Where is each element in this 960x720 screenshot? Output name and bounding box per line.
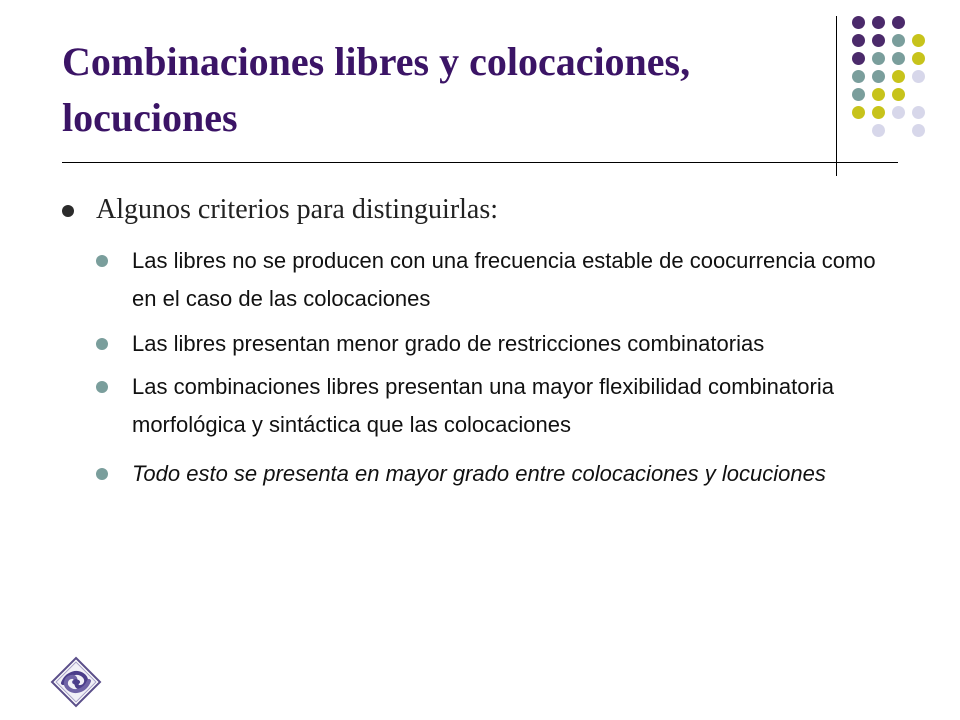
- title-line-2: locuciones: [62, 95, 238, 140]
- title-divider-vertical: [836, 16, 837, 176]
- round-bullet-icon: [62, 205, 74, 217]
- decorative-dot: [852, 52, 865, 65]
- round-bullet-icon: [96, 468, 108, 480]
- decorative-dot: [872, 16, 885, 29]
- sub-bullet-3: [96, 368, 896, 444]
- slide-title: [62, 34, 822, 146]
- sub-bullet-text: Todo esto se presenta en mayor grado entre colocaciones y locuciones: [132, 461, 826, 486]
- main-bullet: [62, 190, 882, 230]
- sub-bullet-4: [96, 455, 896, 493]
- decorative-dot: [892, 88, 905, 101]
- round-bullet-icon: [96, 381, 108, 393]
- decorative-dot: [892, 34, 905, 47]
- decorative-dot: [872, 88, 885, 101]
- round-bullet-icon: [96, 338, 108, 350]
- sub-bullet-text: Las libres presentan menor grado de restricciones combinatorias: [132, 331, 765, 356]
- round-bullet-icon: [96, 255, 108, 267]
- main-bullet-text: Algunos criterios para distinguirlas:: [96, 194, 499, 225]
- decorative-dot: [912, 34, 925, 47]
- decorative-dot: [852, 16, 865, 29]
- decorative-dot: [892, 106, 905, 119]
- sub-bullet-text: Las combinaciones libres presentan una mayor flexibilidad combinatoria morfológica y sintáctica que las colocaciones: [132, 374, 834, 437]
- decorative-dot: [852, 106, 865, 119]
- decorative-dot: [872, 34, 885, 47]
- title-divider-horizontal: [62, 162, 898, 163]
- decorative-dot: [912, 70, 925, 83]
- decorative-dot: [852, 88, 865, 101]
- decorative-dot: [892, 16, 905, 29]
- decorative-dot: [872, 70, 885, 83]
- decorative-dot: [872, 52, 885, 65]
- decorative-dot: [892, 52, 905, 65]
- decorative-dot: [912, 52, 925, 65]
- decorative-dot: [852, 34, 865, 47]
- decorative-dot: [892, 70, 905, 83]
- decorative-dot: [912, 124, 925, 137]
- decorative-dot: [872, 124, 885, 137]
- sub-bullet-2: [96, 325, 896, 363]
- sub-bullet-text: Las libres no se producen con una frecuencia estable de coocurrencia como en el caso de las colocaciones: [132, 248, 876, 311]
- decorative-dot: [912, 106, 925, 119]
- title-line-1: Combinaciones libres y colocaciones,: [62, 39, 691, 84]
- swirl-logo-icon: [50, 656, 102, 708]
- decorative-dot: [852, 70, 865, 83]
- sub-bullet-1: [96, 242, 896, 318]
- decorative-dot: [872, 106, 885, 119]
